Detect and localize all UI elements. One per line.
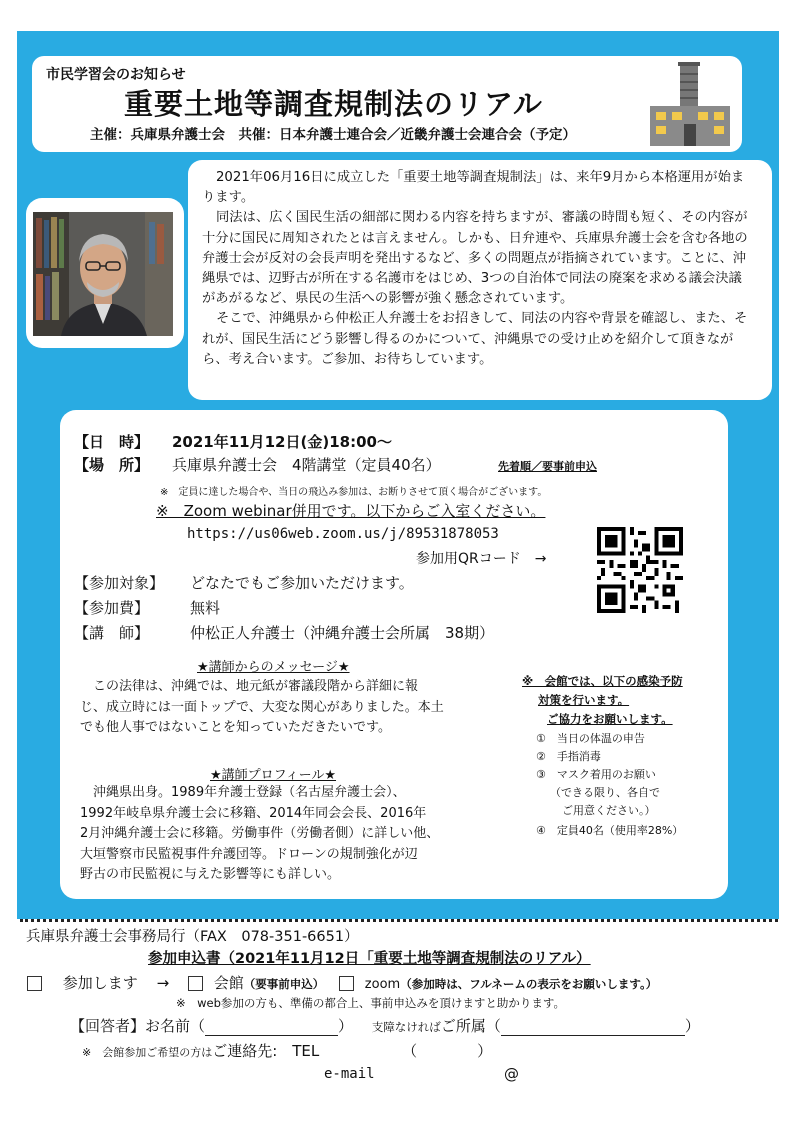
intro-paragraph-1: 2021年06月16日に成立した「重要土地等調査規制法」は、来年9月から本格運用が始まります。 bbox=[202, 170, 745, 206]
lecturer-value: 仲松正人弁護士（沖縄弁護士会所属 38期） bbox=[190, 624, 495, 642]
profile-heading: ★講師プロフィール★ bbox=[210, 768, 337, 783]
qr-code[interactable] bbox=[597, 527, 683, 613]
message-text bbox=[80, 677, 444, 739]
infection-item: （できる限り、各自で bbox=[550, 786, 660, 799]
email-at[interactable]: @ bbox=[504, 1065, 519, 1083]
message-line: でも他人事ではないことを知っていただきたいです。 bbox=[80, 720, 391, 735]
profile-line: 野古の市民監視に与えた影響等にも詳しい。 bbox=[80, 867, 341, 882]
name-field[interactable] bbox=[205, 1021, 338, 1036]
place-note: 先着順／要事前申込 bbox=[498, 460, 597, 473]
target-label: 【参加対象】 bbox=[74, 574, 165, 592]
tel-field[interactable]: （ ） bbox=[402, 1042, 493, 1060]
place-label: 【場 所】 bbox=[74, 456, 150, 474]
qr-label: 参加用QRコード → bbox=[416, 551, 547, 567]
affiliation-close: ） bbox=[684, 1017, 700, 1035]
infection-heading-3: ご協力をお願いします。 bbox=[547, 712, 673, 726]
infection-heading-2: 対策を行います。 bbox=[538, 693, 630, 707]
venue-checkbox[interactable] bbox=[188, 976, 203, 991]
page-title: 重要土地等調査規制法のリアル bbox=[124, 87, 543, 121]
attend-row bbox=[27, 972, 657, 993]
infection-item: ① 当日の体温の申告 bbox=[536, 732, 645, 745]
message-line: じ、成立時には一面トップで、大変な関心がありました。本土 bbox=[80, 699, 444, 715]
date-label: 【日 時】 bbox=[74, 433, 150, 451]
form-office: 兵庫県弁護士会事務局行（FAX 078-351-6651） bbox=[26, 929, 359, 945]
zoom-checkbox[interactable] bbox=[339, 976, 354, 991]
profile-line: 1992年岐阜県弁護士会に移籍、2014年同会会長、2016年 bbox=[80, 805, 427, 821]
email-label: e-mail bbox=[324, 1066, 375, 1082]
attend-checkbox[interactable] bbox=[27, 976, 42, 991]
venue-label: 会館 bbox=[213, 974, 244, 992]
name-row bbox=[70, 1015, 700, 1036]
intro-text bbox=[202, 168, 750, 370]
message-heading: ★講師からのメッセージ★ bbox=[197, 660, 350, 675]
affiliation-prefix: 支障なければ bbox=[371, 1020, 441, 1034]
infection-item: ④ 定員40名（使用率28%） bbox=[536, 824, 684, 837]
profile-text bbox=[80, 783, 439, 886]
profile-line: 大垣警察市民監視事件弁護団等。ドローンの規制強化が辺 bbox=[80, 846, 418, 862]
intro-paragraph-2: 同法は、広く国民生活の細部に関わる内容を持ちますが、審議の時間も短く、その内容が十分に国民に周知されたとは言えません。しかも、日弁連や、兵庫県弁護士会を含む各地の弁護士会が反対の会長声明を発出するなど、多くの問題点が指摘されています。ことに、沖縄県では、辺野古が所在する名護市をはじめ、3つの自治体で同法の廃案を求める議会決議があがるなど、県民の生活への影響が強く懸念されています。 bbox=[202, 210, 748, 307]
venue-note: （要事前申込） bbox=[243, 977, 325, 991]
infection-item: ご用意ください。） bbox=[562, 804, 656, 817]
contact-label: ご連絡先: TEL bbox=[212, 1042, 320, 1060]
zoom-label: zoom bbox=[364, 977, 401, 992]
infection-item: ② 手指消毒 bbox=[536, 750, 601, 763]
arrow: → bbox=[156, 974, 170, 992]
contact-row bbox=[82, 1040, 492, 1061]
lecturer-photo bbox=[33, 212, 173, 336]
capacity-note: ※ 定員に達した場合や、当日の飛込み参加は、お断りさせて頂く場合がございます。 bbox=[160, 487, 548, 498]
name-close: ） bbox=[338, 1017, 354, 1035]
pre-title: 市民学習会のお知らせ bbox=[46, 67, 186, 83]
infection-item: ③ マスク着用のお願い bbox=[536, 768, 656, 781]
lecturer-label: 【講 師】 bbox=[74, 624, 150, 642]
zoom-note: （参加時は、フルネームの表示をお願いします。） bbox=[400, 977, 658, 991]
name-label: 【回答者】お名前（ bbox=[70, 1017, 206, 1035]
profile-line: 2月沖縄弁護士会に移籍。労働事件（労働者側）に詳しい他、 bbox=[80, 826, 440, 841]
intro-paragraph-3: そこで、沖縄県から仲松正人弁護士をお招きして、同法の内容や背景を確認し、また、それが、国民生活にどう影響し得るのかについて、沖縄県での受け止めを紹介して頂きながら、考え合います。ご参加、お待ちしています。 bbox=[202, 311, 748, 367]
affiliation-field[interactable] bbox=[501, 1021, 685, 1036]
observation-tower-icon bbox=[646, 58, 734, 150]
fee-label: 【参加費】 bbox=[74, 599, 150, 617]
fee-value: 無料 bbox=[190, 599, 221, 617]
zoom-url[interactable]: https://us06web.zoom.us/j/89531878053 bbox=[187, 526, 499, 542]
affiliation-label: ご所属（ bbox=[440, 1017, 501, 1035]
organizers: 主催：兵庫県弁護士会 共催：日本弁護士連合会／近畿弁護士会連合会（予定） bbox=[90, 127, 576, 143]
attend-label: 参加します bbox=[62, 974, 138, 992]
infection-heading-1: ※ 会館では、以下の感染予防 bbox=[522, 674, 683, 688]
contact-note: ※ 会館参加ご希望の方は bbox=[82, 1046, 213, 1059]
zoom-line: ※ Zoom webinar併用です。以下からご入室ください。 bbox=[156, 502, 546, 520]
message-line: この法律は、沖縄では、地元紙が審議段階から詳細に報 bbox=[93, 679, 419, 694]
web-note: ※ web参加の方も、準備の都合上、事前申込みを頂けますと助かります。 bbox=[176, 996, 565, 1010]
target-value: どなたでもご参加いただけます。 bbox=[190, 574, 414, 592]
profile-line: 沖縄県出身。1989年弁護士登録（名古屋弁護士会）、 bbox=[93, 785, 406, 800]
dotted-separator bbox=[20, 919, 778, 922]
date-value: 2021年11月12日(金)18:00～ bbox=[172, 433, 392, 451]
place-value: 兵庫県弁護士会 4階講堂（定員40名） bbox=[172, 456, 441, 474]
form-title: 参加申込書（2021年11月12日「重要土地等調査規制法のリアル） bbox=[148, 951, 591, 967]
